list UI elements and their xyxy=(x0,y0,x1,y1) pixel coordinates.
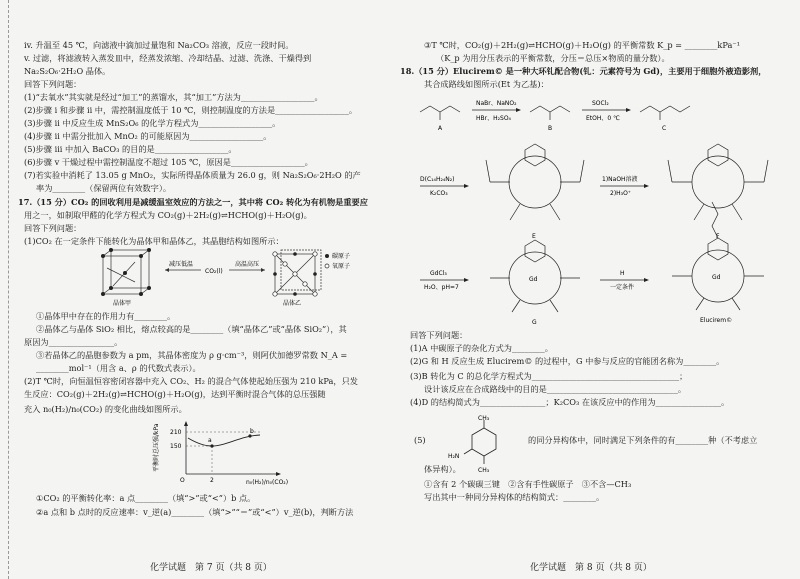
compound-c-structure xyxy=(640,106,690,120)
gd-center-elucirem: Gd xyxy=(712,274,721,281)
page-footer: 化学试题 第 7 页（共 8 页） xyxy=(150,563,272,573)
question-line: ②晶体乙与晶体 SiO₂ 相比，熔点较高的是________（填“晶体乙”或“晶体 SiO₂”），其 xyxy=(36,324,347,334)
origin-label: O xyxy=(180,477,185,484)
compound-b-structure xyxy=(530,106,570,120)
methyl-top: CH₃ xyxy=(478,415,490,422)
legend-carbon: 碳原子 xyxy=(332,253,351,260)
reagent-6b: 一定条件 xyxy=(610,284,635,291)
carbon-legend-icon xyxy=(325,254,329,258)
amino-group: H₂N xyxy=(448,453,460,460)
reagent-3a: D(C₁₄H₂₄N₂) xyxy=(420,176,455,183)
question-line: ③T ℃时，CO₂(g)＋2H₂(g)⇌HCHO(g)＋H₂O(g) 的平衡常数 K_p = ________kPa⁻¹ xyxy=(424,40,740,50)
reagent-5a: GdCl₃ xyxy=(430,270,447,277)
x-tick-2: 2 xyxy=(210,477,214,484)
arrow1-condition: 减压低温 xyxy=(169,261,194,268)
crystal-b-cell xyxy=(275,250,321,294)
question-line: (3)步骤 ii 中反应生成 MnS₂O₆ 的化学方程式为__________________。 xyxy=(24,118,281,128)
question-line: 率为________（保留两位有效数字）。 xyxy=(36,183,172,193)
reagent-6a: H xyxy=(620,270,625,277)
question-line: (6)步骤 v 干燥过程中需控制温度不超过 105 ℃，原因是__________________。 xyxy=(24,157,313,167)
question-line: 设计该反应在合成路线中的目的是________________________________。 xyxy=(424,384,687,394)
question-line: (4)步骤 ii 中需分批加入 MnO₂ 的可能原因为__________________。 xyxy=(24,131,272,141)
question-line: (1)A 中碳原子的杂化方式为________。 xyxy=(410,343,553,353)
reagent-4b: 2)H₃O⁺ xyxy=(610,190,631,197)
arrow1-mid-label: CO₂(l) xyxy=(205,268,223,275)
compound-f-structure xyxy=(668,144,768,220)
q17-heading: 17.（15 分）CO₂ 的回收利用是减缓温室效应的方法之一，其中将 CO₂ 转化为有机物是重要应 xyxy=(18,197,368,207)
text-line: iv. 升温至 45 ℃，向滤液中滴加过量饱和 Na₂CO₃ 溶液，反应一段时间。 xyxy=(24,40,294,50)
bond-left xyxy=(464,449,472,454)
text-line: Na₂S₂O₆·2H₂O 晶体。 xyxy=(24,66,111,76)
question-line: (2)步骤 i 和步骤 ii 中，需控制温度低于 10 ℃，则控制温度的方法是__________________。 xyxy=(24,105,358,115)
benzene-ring xyxy=(472,428,496,456)
q5-number: (5) xyxy=(414,435,426,445)
question-line: ②a 点和 b 点时的反应速率：v_逆(a)________（填“>”“＝”或“<”）v_逆(b)，判断方法 xyxy=(36,507,354,517)
question-line: (2)T ℃时，向恒温恒容密闭容器中充入 CO₂、H₂ 的混合气体使起始压强为 210 kPa，只发 xyxy=(24,376,358,386)
label-a: A xyxy=(438,125,443,132)
text-line: v. 过滤，将滤液转入蒸发皿中，经蒸发浓缩、冷却结晶、过滤、洗涤、干燥得到 xyxy=(24,53,312,63)
question-line: (3)B 转化为 C 的总化学方程式为____________________________________； xyxy=(410,371,688,381)
label-f: F xyxy=(716,233,720,240)
reagent-1b: HBr、H₂SO₄ xyxy=(476,115,511,122)
arrow-6-head xyxy=(644,278,649,282)
point-a-label: a xyxy=(208,437,212,444)
question-line: ③若晶体乙的晶胞参数为 a pm，其晶体密度为 ρ g·cm⁻³，则阿伏加德罗常数 N_A = xyxy=(36,350,348,360)
question-line: 的同分异构体中，同时满足下列条件的有________种（不考虑立 xyxy=(528,435,758,445)
question-line: 充入 n₀(H₂)/n₀(CO₂) 的变化曲线如图所示。 xyxy=(24,404,187,414)
text-line: 回答下列问题： xyxy=(24,79,82,89)
question-line: 生反应：CO₂(g)＋2H₂(g)⇌HCHO(g)＋H₂O(g)，达到平衡时混合气体的总压强随 xyxy=(24,389,326,399)
arrow1-head xyxy=(165,268,169,272)
elucirem-structure xyxy=(672,202,764,310)
label-elucirem: Elucirem© xyxy=(700,317,733,324)
text-line: 回答下列问题： xyxy=(24,223,82,233)
y-tick-150: 150 xyxy=(170,443,182,450)
label-b: B xyxy=(548,125,553,132)
reagent-2a: SOCl₂ xyxy=(592,100,609,107)
question-line: ①晶体甲中存在的作用力有________。 xyxy=(36,311,176,321)
x-axis-label: n₀(H₂)/n₀(CO₂) xyxy=(246,479,289,486)
q18-heading: 18.（15 分）Elucirem© 是一种大环钆配合物(钆：元素符号为 Gd)，主要用于细胞外液造影剂， xyxy=(400,66,767,76)
crystal-structure-figure xyxy=(95,248,355,308)
point-b-label: b xyxy=(250,428,254,435)
question-line: (7)若实验中消耗了 13.05 g MnO₂，实际所得晶体质量为 26.0 g，则 Na₂S₂O₆·2H₂O 的产 xyxy=(24,170,361,180)
question-line: (2)G 和 H 反应生成 Elucirem© 的过程中，G 中参与反应的官能团名称为________。 xyxy=(410,356,725,366)
reagent-1a: NaBr、NaNO₂ xyxy=(476,100,517,107)
oxygen-legend-icon xyxy=(325,264,329,268)
methyl-bottom: CH₃ xyxy=(478,467,490,474)
legend-oxygen: 氧原子 xyxy=(332,263,351,270)
pressure-graph xyxy=(150,418,290,486)
y-tick-210: 210 xyxy=(170,429,182,436)
arrow-1-head xyxy=(516,108,521,112)
label-g: G xyxy=(532,319,537,326)
reagent-2b: EtOH、0 ℃ xyxy=(586,115,620,122)
question-line: ________mol⁻¹（用含 a、ρ 的代数式表示）。 xyxy=(36,363,201,373)
reagent-5b: H₂O、pH=7 xyxy=(424,284,459,291)
gd-center: Gd xyxy=(529,276,538,283)
arrow2-head xyxy=(261,268,265,272)
label-c: C xyxy=(662,125,667,132)
right-page xyxy=(400,0,800,579)
reagent-4a: 1)NaOH溶液 xyxy=(602,176,638,183)
x-axis-arrow xyxy=(276,472,281,476)
text-line: 回答下列问题： xyxy=(410,330,468,340)
text-line: (1)CO₂ 在一定条件下能转化为晶体甲和晶体乙，其晶胞结构如图所示： xyxy=(24,236,284,246)
text-line: 用之一，如制取甲醛的化学方程式为 CO₂(g)＋2H₂(g)⇌HCHO(g)＋H₂O(g)。 xyxy=(24,210,312,220)
compound-e-structure xyxy=(486,144,584,220)
compound-a-structure xyxy=(420,106,460,120)
question-line: (1)“去氧水”其实就是经过“加工”的蒸馏水，其“加工”方法为__________________。 xyxy=(24,92,323,102)
arrow-3-head xyxy=(464,184,469,188)
text-line: （K_p 为用分压表示的平衡常数，分压＝总压×物质的量分数）。 xyxy=(436,53,670,63)
arrow-2-head xyxy=(626,108,631,112)
arrow-5-head xyxy=(464,278,469,282)
reagent-3b: K₂CO₃ xyxy=(430,190,448,197)
synthesis-scheme xyxy=(400,90,800,326)
question-line: (5)步骤 iii 中加入 BaCO₃ 的目的是__________________。 xyxy=(24,144,237,154)
question-line: ①CO₂ 的平衡转化率：a 点________（填“>”或“<”）b 点。 xyxy=(36,493,256,503)
question-line: 写出其中一种同分异构体的结构简式：________。 xyxy=(424,492,605,502)
page-footer: 化学试题 第 8 页（共 8 页） xyxy=(530,563,652,573)
binding-margin-line xyxy=(8,0,9,579)
text-line: 其合成路线如图所示(Et 为乙基)： xyxy=(424,79,549,89)
crystal-a-label: 晶体甲 xyxy=(113,300,132,307)
arrow-4-head xyxy=(644,184,649,188)
question-line: 体异构）。 xyxy=(424,464,461,474)
question-line: 原因为________________。 xyxy=(24,337,123,347)
question-line: ①含有 2 个碳碳三键 ②含有手性碳原子 ③不含—CH₃ xyxy=(424,479,632,489)
point-a xyxy=(210,444,213,447)
y-axis-label: 平衡时总压强/kPa xyxy=(153,423,160,472)
label-e: E xyxy=(532,233,536,240)
y-axis-arrow xyxy=(184,421,188,426)
arrow2-condition: 高温高压 xyxy=(235,261,260,268)
crystal-b-label: 晶体乙 xyxy=(283,300,302,307)
question-line: (4)D 的结构简式为________________；K₂CO₃ 在该反应中的作用为________________。 xyxy=(410,397,730,407)
